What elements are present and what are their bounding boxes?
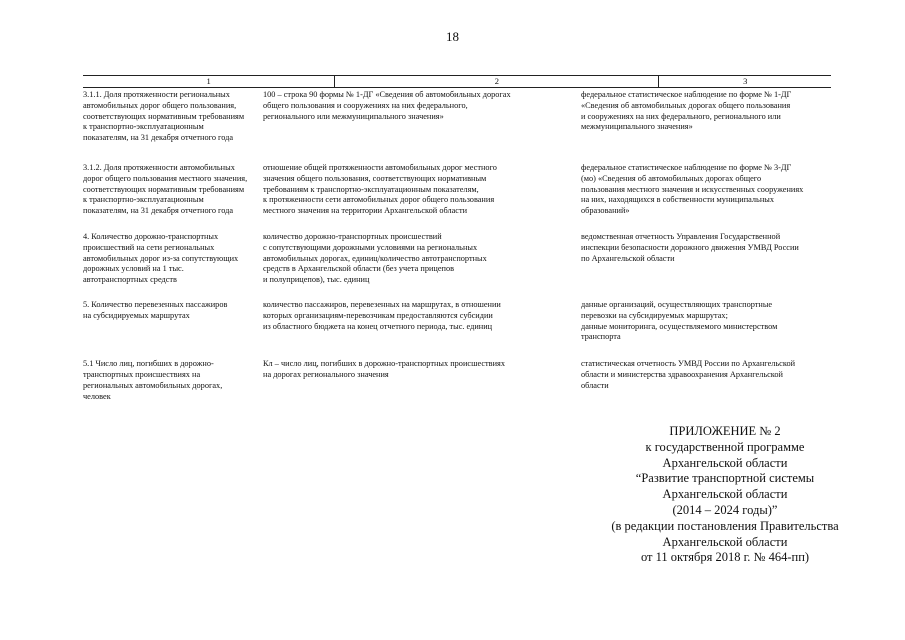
page-number: 18 bbox=[446, 29, 459, 44]
table-row bbox=[83, 300, 831, 343]
data-source: данные организаций, осуществляющих транспортные перевозки на субсидируемых маршрутах; данные мониторинга, осуществляемого министерством транспорта bbox=[581, 299, 778, 342]
calculation-method: количество пассажиров, перевезенных на маршрутах, в отношении которых организациям-перевозчикам предоставляются субсидии из областного бюджета на конец отчетного периода, тыс. единиц bbox=[263, 299, 501, 331]
calculation-method: 100 – строка 90 формы № 1-ДГ «Сведения об автомобильных дорогах общего пользования и сооружениях на них федерального, регионального или межмуниципального значения» bbox=[263, 90, 511, 121]
data-source: ведомственная отчетность Управления Государственной инспекции безопасности дорожного движения УМВД России по Архангельской области bbox=[581, 231, 799, 263]
indicator-name: 3.1.2. Доля протяженности автомобильных дорог общего пользования местного значения, соответствующих нормативным требованиям к транспортно-эксплуатационным показателям, на 31 декабря отчетного года bbox=[83, 162, 248, 216]
table-header-row bbox=[83, 75, 831, 88]
column-header-3: 3 bbox=[743, 76, 748, 86]
data-source: федеральное статистическое наблюдение по форме № 1-ДГ «Сведения об автомобильных дорогах общего пользования и сооружениях на них федерального, регионального или межмуниципального значения» bbox=[581, 90, 792, 132]
appendix-heading: ПРИЛОЖЕНИЕ № 2 к государственной программе Архангельской области “Развитие транспортной системы Архангельской области (2014 – 2024 годы)” (в редакции постановления Правительства Архангельской области от 11 октября 2018 г. № 464-пп) bbox=[611, 424, 839, 565]
calculation-method: количество дорожно-транспортных происшествий с сопутствующими дорожными условиями на региональных автомобильных дорогах, единиц/количество автотранспортных средств в Архангельской области (без учета прицепов и полуприцепов), тыс. единиц bbox=[263, 231, 487, 285]
data-source: статистическая отчетность УМВД России по Архангельской области и министерства здравоохранения Архангельской области bbox=[581, 359, 796, 390]
calculation-method: отношение общей протяженности автомобильных дорог местного значения общего пользования, соответствующих нормативным требованиям к транспортно-эксплуатационным показателям, к протяженности сети автомобильных дорог общего пользования местного значения на территории Архангельской области bbox=[263, 162, 497, 216]
table-row bbox=[83, 90, 831, 144]
calculation-method: Кл – число лиц, погибших в дорожно-транспортных происшествиях на дорогах регионального значения bbox=[263, 359, 505, 379]
table-row bbox=[83, 359, 831, 402]
column-header-1: 1 bbox=[83, 76, 335, 87]
indicator-name: 3.1.1. Доля протяженности региональных автомобильных дорог общего пользования, соответствующих нормативным требованиям к транспортно-эксплуатационным показателям, на 31 декабря отчетного года bbox=[83, 90, 245, 143]
indicators-table bbox=[83, 75, 831, 402]
indicator-name: 5.1 Число лиц, погибших в дорожно- транспортных происшествиях на региональных автомобильных дорогах, человек bbox=[83, 359, 223, 401]
table-row bbox=[83, 232, 831, 286]
table-row bbox=[83, 163, 831, 217]
column-header-2: 2 bbox=[335, 76, 659, 87]
data-source: федеральное статистическое наблюдение по форме № 3-ДГ (мо) «Сведения об автомобильных дорогах общего пользования местного значения и искусственных сооружениях на них, находящихся в собственности муниципальных образований» bbox=[581, 162, 804, 216]
indicator-name: 4. Количество дорожно-транспортных происшествий на сети региональных автомобильных дорог из-за сопутствующих дорожных условий на 1 тыс. автотранспортных средств bbox=[83, 231, 239, 285]
indicator-name: 5. Количество перевезенных пассажиров на субсидируемых маршрутах bbox=[83, 299, 228, 320]
